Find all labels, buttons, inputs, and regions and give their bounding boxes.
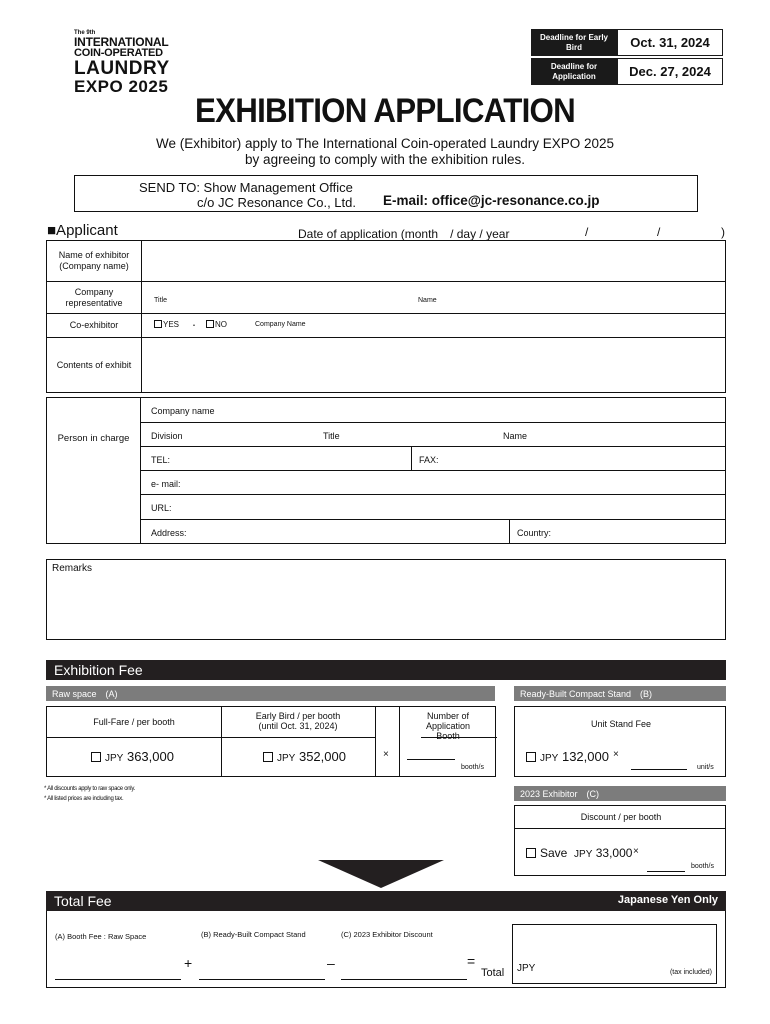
japanese-yen-only: Japanese Yen Only bbox=[617, 894, 718, 906]
person-in-charge-box bbox=[46, 397, 726, 544]
compact-stand-band: Ready-Built Compact Stand (B) bbox=[514, 686, 726, 701]
company-representative-label: Company representative bbox=[47, 282, 142, 314]
equals-sign: = bbox=[467, 953, 476, 969]
intro-line-1: We (Exhibitor) apply to The International Coin-operated Laundry EXPO 2025 bbox=[155, 136, 615, 151]
logo-line-3: LAUNDRY bbox=[74, 58, 170, 79]
raw-space-band: Raw space (A) bbox=[46, 686, 495, 701]
plus-sign: + bbox=[184, 955, 193, 971]
early-bird-deadline-date: Oct. 31, 2024 bbox=[617, 29, 723, 56]
co-exhibitor-no[interactable] bbox=[206, 320, 227, 329]
yes-label: YES bbox=[163, 320, 180, 329]
intro-line-2: by agreeing to comply with the exhibition rules. bbox=[245, 152, 525, 167]
applicant-table bbox=[46, 240, 726, 393]
co-exhibitor-dot: ・ bbox=[190, 321, 198, 330]
compact-stand-checkbox[interactable] bbox=[526, 752, 536, 762]
logo-line-4: EXPO 2025 bbox=[74, 77, 169, 96]
pic-email-row[interactable] bbox=[141, 471, 725, 495]
total-amount-field[interactable] bbox=[512, 924, 717, 984]
application-deadline-date: Dec. 27, 2024 bbox=[617, 58, 723, 85]
compact-stand-unit-count-field[interactable] bbox=[631, 769, 687, 770]
early-bird-deadline-label: Deadline for Early Bird bbox=[531, 29, 617, 56]
raw-space-table bbox=[46, 706, 496, 777]
save-times: × bbox=[633, 846, 639, 857]
total-fee-band bbox=[46, 891, 726, 911]
pic-address-label: Address: bbox=[151, 528, 187, 538]
raw-space-booth-count-field[interactable] bbox=[407, 759, 455, 760]
pic-fax-label: FAX: bbox=[419, 455, 439, 465]
page-title: EXHIBITION APPLICATION bbox=[194, 92, 576, 130]
pic-address-row[interactable] bbox=[141, 520, 725, 544]
early-bird-checkbox[interactable] bbox=[263, 752, 273, 762]
discount-header-divider bbox=[515, 828, 725, 829]
raw-space-col-divider-2 bbox=[375, 707, 376, 776]
rep-name-label: Name bbox=[418, 297, 437, 304]
save-booth-unit: booth/s bbox=[691, 863, 714, 870]
early-bird-header-line-1: Early Bird / per booth bbox=[255, 711, 341, 721]
num-booth-header: Number of Application Booth bbox=[425, 711, 471, 741]
down-arrow-icon bbox=[318, 860, 444, 888]
date-of-application-label: Date of application (month / day / year bbox=[298, 227, 510, 241]
early-bird-header-line-2: (until Oct. 31, 2024) bbox=[258, 721, 338, 731]
early-bird-header bbox=[221, 711, 375, 731]
pic-division-row[interactable] bbox=[141, 423, 725, 447]
exhibitor-2023-table bbox=[514, 805, 726, 876]
applicant-heading: ■Applicant bbox=[47, 222, 118, 239]
raw-space-times: × bbox=[383, 749, 389, 760]
yes-checkbox[interactable] bbox=[154, 320, 162, 328]
full-fare-checkbox[interactable] bbox=[91, 752, 101, 762]
pic-tel-label: TEL: bbox=[151, 455, 171, 465]
compact-stand-price[interactable] bbox=[526, 749, 609, 764]
total-b-label: (B) Ready-Built Compact Stand bbox=[201, 930, 306, 939]
compact-stand-table bbox=[514, 706, 726, 777]
person-in-charge-label: Person in charge bbox=[47, 398, 141, 543]
compact-stand-currency: JPY bbox=[540, 753, 559, 764]
name-of-exhibitor-label: Name of exhibitor (Company name) bbox=[47, 241, 142, 282]
send-to-box bbox=[74, 175, 698, 212]
pic-title-label: Title bbox=[323, 431, 340, 441]
pic-company-row[interactable] bbox=[141, 398, 725, 423]
total-a-field[interactable] bbox=[55, 979, 181, 980]
full-fare-price[interactable] bbox=[91, 749, 174, 764]
pic-company-name-label: Company name bbox=[151, 406, 215, 416]
logo-line-2: COIN-OPERATED bbox=[74, 47, 163, 59]
co-exhibitor-yes[interactable] bbox=[154, 320, 179, 329]
pic-tel-row[interactable] bbox=[141, 447, 725, 471]
raw-space-header-divider bbox=[47, 737, 375, 738]
remarks-label: Remarks bbox=[52, 563, 93, 574]
early-bird-currency: JPY bbox=[277, 753, 296, 764]
send-to-email[interactable]: E-mail: office@jc-resonance.co.jp bbox=[383, 193, 600, 208]
co-exhibitor-company-name-label: Company Name bbox=[255, 321, 306, 328]
date-separator-2: / bbox=[657, 225, 661, 239]
discount-per-booth-header: Discount / per booth bbox=[580, 812, 662, 822]
contents-of-exhibit-field[interactable] bbox=[142, 338, 726, 393]
remarks-box[interactable] bbox=[46, 559, 726, 640]
co-exhibitor-label: Co-exhibitor bbox=[47, 314, 142, 338]
contents-of-exhibit-label: Contents of exhibit bbox=[47, 338, 142, 393]
pic-url-row[interactable] bbox=[141, 495, 725, 520]
tel-fax-divider bbox=[411, 447, 412, 470]
total-c-field[interactable] bbox=[341, 979, 467, 980]
save-amount: 33,000 bbox=[595, 846, 633, 860]
tax-included-label: (tax included) bbox=[669, 969, 712, 976]
application-deadline-label: Deadline for Application bbox=[531, 58, 617, 85]
date-close-paren: ) bbox=[721, 225, 725, 239]
save-label: Save bbox=[540, 846, 568, 860]
company-representative-field[interactable] bbox=[142, 282, 726, 314]
send-to-line-1: SEND TO: Show Management Office bbox=[139, 180, 353, 195]
unit-stand-fee-header: Unit Stand Fee bbox=[590, 719, 652, 729]
discount-note: * All discounts apply to raw space only. bbox=[44, 786, 135, 792]
save-booth-count-field[interactable] bbox=[647, 871, 685, 872]
compact-stand-times: × bbox=[613, 749, 619, 760]
total-currency: JPY bbox=[517, 963, 536, 974]
logo-line-1: INTERNATIONAL bbox=[74, 35, 169, 49]
pic-url-label: URL: bbox=[151, 503, 172, 513]
pic-country-label: Country: bbox=[517, 528, 552, 538]
total-fee-heading: Total Fee bbox=[54, 893, 112, 909]
co-exhibitor-field bbox=[142, 314, 726, 338]
compact-stand-unit-label: unit/s bbox=[697, 764, 714, 771]
no-checkbox[interactable] bbox=[206, 320, 214, 328]
total-label: Total bbox=[481, 967, 505, 979]
no-label: NO bbox=[215, 320, 227, 329]
logo-edition: The 9th bbox=[74, 30, 96, 36]
send-to-line-2: c/o JC Resonance Co., Ltd. bbox=[197, 195, 356, 210]
name-of-exhibitor-field[interactable] bbox=[142, 241, 726, 282]
save-price[interactable] bbox=[526, 846, 632, 860]
pic-name-label: Name bbox=[503, 431, 528, 441]
rep-title-label: Title bbox=[154, 297, 167, 304]
total-c-label: (C) 2023 Exhibitor Discount bbox=[341, 930, 433, 939]
early-bird-amount: 352,000 bbox=[298, 749, 346, 764]
full-fare-currency: JPY bbox=[105, 753, 124, 764]
total-a-label: (A) Booth Fee : Raw Space bbox=[55, 932, 147, 941]
expo-logo bbox=[74, 30, 174, 95]
address-country-divider bbox=[509, 520, 510, 544]
date-separator-1: / bbox=[585, 225, 589, 239]
exhibition-fee-band bbox=[46, 660, 726, 680]
save-checkbox[interactable] bbox=[526, 848, 536, 858]
exhibitor-2023-band: 2023 Exhibitor (C) bbox=[514, 786, 726, 801]
minus-sign: – bbox=[327, 955, 335, 971]
save-currency: JPY bbox=[574, 849, 593, 860]
tax-note: * All listed prices are including tax. bbox=[44, 796, 124, 802]
early-bird-price[interactable] bbox=[263, 749, 346, 764]
raw-space-booth-unit: booth/s bbox=[461, 764, 484, 771]
total-fee-box bbox=[46, 911, 726, 988]
pic-division-label: Division bbox=[151, 431, 183, 441]
full-fare-header: Full-Fare / per booth bbox=[93, 717, 175, 727]
total-b-field[interactable] bbox=[199, 979, 325, 980]
full-fare-amount: 363,000 bbox=[126, 749, 174, 764]
compact-stand-amount: 132,000 bbox=[561, 749, 609, 764]
pic-email-label: e- mail: bbox=[151, 479, 181, 489]
exhibition-fee-heading: Exhibition Fee bbox=[54, 662, 143, 678]
